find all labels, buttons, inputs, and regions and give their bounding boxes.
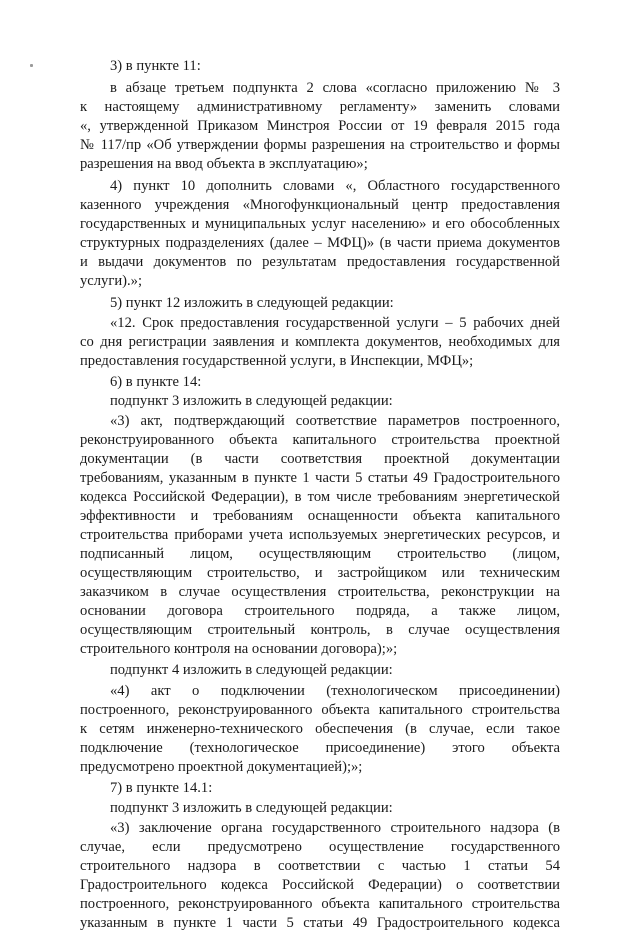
text-line: эффективности и требованиям оснащенности объекта капитального xyxy=(80,508,560,524)
text-line: структурных подразделениях (далее – МФЦ)» (в части приема документов xyxy=(80,235,560,251)
text-line: со дня регистрации заявления и комплекта документов, необходимых для xyxy=(80,334,560,350)
text-line: строительного надзора в соответствии с частью 1 статьи 54 xyxy=(80,858,560,874)
text-line: требованиям, указанным в пункте 1 части 5 статьи 49 Градостроительного xyxy=(80,470,560,486)
paragraph-item-5: 5) пункт 12 изложить в следующей редакции: xyxy=(110,295,394,311)
paragraph-item-4: 4) пункт 10 дополнить словами «, Областного государственного xyxy=(110,178,560,194)
text-line: подписанный лицом, осуществляющим строительство (лицом, xyxy=(80,546,560,562)
text-line: к сетям инженерно-технического обеспечения (в случае, если такое xyxy=(80,721,560,737)
text-line: заказчиком в случае осуществления строительства, реконструкции на xyxy=(80,584,560,600)
text-line: в абзаце третьем подпункта 2 слова «согласно приложению № 3 xyxy=(110,80,560,96)
text-line: Градостроительного кодекса Российской Федерации) о соответствии xyxy=(80,877,560,893)
text-line: предусмотрено проектной документацией);»; xyxy=(80,759,363,775)
text-line: «4) акт о подключении (технологическом присоединении) xyxy=(110,683,560,699)
text-line: «12. Срок предоставления государственной услуги – 5 рабочих дней xyxy=(110,315,560,331)
text-line: подключение (технологическое присоединение) этого объекта xyxy=(80,740,560,756)
text-line: «, утвержденной Приказом Минстроя России от 19 февраля 2015 года xyxy=(80,118,560,134)
text-line: осуществляющим строительный контроль, в случае осуществления xyxy=(80,622,560,638)
text-line: осуществляющим строительство, и застройщиком или техническим xyxy=(80,565,560,581)
text-line: кодекса Российской Федерации), в том числе требованиям энергетической xyxy=(80,489,560,505)
text-line: государственных и муниципальных услуг населению» и его обособленных xyxy=(80,216,560,232)
paragraph-item-6: 6) в пункте 14: xyxy=(110,374,202,390)
scan-speck xyxy=(30,64,33,67)
text-line: к настоящему административному регламенту» заменить словами xyxy=(80,99,560,115)
text-line: услуги).»; xyxy=(80,273,143,289)
text-line: указанным в пункте 1 части 5 статьи 49 Градостроительного кодекса xyxy=(80,915,560,931)
paragraph-item-7: 7) в пункте 14.1: xyxy=(110,780,213,796)
text-line: подпункт 4 изложить в следующей редакции: xyxy=(110,662,393,678)
text-line: случае, если предусмотрено осуществление государственного xyxy=(80,839,560,855)
text-line: строительства приборами учета используемых энергетических ресурсов, и xyxy=(80,527,560,543)
text-line: реконструированного объекта капитального строительства проектной xyxy=(80,432,560,448)
text-line: «3) акт, подтверждающий соответствие параметров построенного, xyxy=(110,413,560,429)
text-line: и выдачи документов по результатам предоставления государственной xyxy=(80,254,560,270)
text-line: построенного, реконструированного объекта капитального строительства xyxy=(80,702,560,718)
text-line: подпункт 3 изложить в следующей редакции: xyxy=(110,393,393,409)
paragraph-item-3: 3) в пункте 11: xyxy=(110,58,201,74)
text-line: документации (в части соответствия проектной документации xyxy=(80,451,560,467)
text-line: подпункт 3 изложить в следующей редакции: xyxy=(110,800,393,816)
text-line: казенного учреждения «Многофункциональный центр предоставления xyxy=(80,197,560,213)
text-line: построенного, реконструированного объекта капитального строительства xyxy=(80,896,560,912)
text-line: строительного контроля на основании договора);»; xyxy=(80,641,398,657)
text-line: «3) заключение органа государственного строительного надзора (в xyxy=(110,820,560,836)
text-line: предоставления государственной услуги, в Инспекции, МФЦ»; xyxy=(80,353,474,369)
text-line: основании договора строительного подряда, а также лицом, xyxy=(80,603,560,619)
text-line: разрешения на ввод объекта в эксплуатацию»; xyxy=(80,156,368,172)
text-line: № 117/пр «Об утверждении формы разрешения на строительство и формы xyxy=(80,137,560,153)
